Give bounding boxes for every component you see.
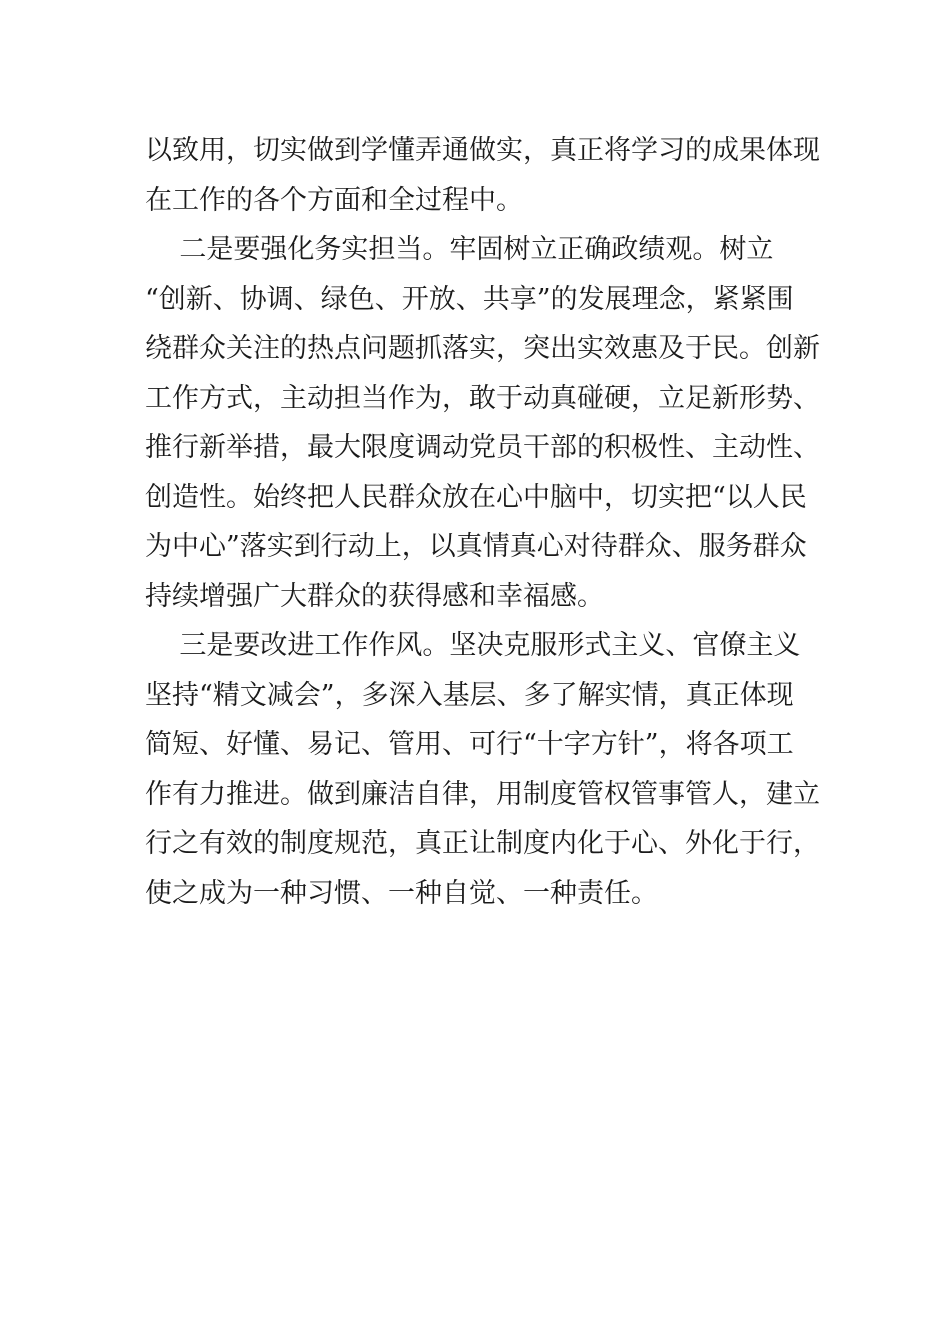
text-line: 简短、好懂、易记、管用、可行“十字方针”，将各项工 <box>145 729 794 760</box>
text-line: 为中心”落实到行动上，以真情真心对待群众、服务群众 <box>145 531 807 562</box>
text-line: 三是要改进工作作风。坚决克服形式主义、官僚主义 <box>145 630 801 661</box>
text-line: 二是要强化务实担当。牢固树立正确政绩观。树立 <box>145 234 774 265</box>
text-line: 持续增强广大群众的获得感和幸福感。 <box>145 580 604 612</box>
text-line: 创造性。始终把人民群众放在心中脑中，切实把“以人民 <box>145 481 807 513</box>
paragraph-2 <box>145 225 820 621</box>
text-line: 在工作的各个方面和全过程中。 <box>145 184 523 216</box>
text-line: 推行新举措，最大限度调动党员干部的积极性、主动性、 <box>145 432 820 463</box>
paragraph-3 <box>145 621 820 918</box>
text-line: 绕群众关注的热点问题抓落实，突出实效惠及于民。创新 <box>145 333 820 364</box>
text-line: 使之成为一种习惯、一种自觉、一种责任。 <box>145 877 658 909</box>
text-line: 作有力推进。做到廉洁自律，用制度管权管事管人，建立 <box>145 778 820 810</box>
text-line: 工作方式，主动担当作为，敢于动真碰硬，立足新形势、 <box>145 382 820 414</box>
text-line: 行之有效的制度规范，真正让制度内化于心、外化于行， <box>145 828 820 859</box>
text-line: 坚持“精文减会”，多深入基层、多了解实情，真正体现 <box>145 679 794 711</box>
text-line: 以致用，切实做到学懂弄通做实，真正将学习的成果体现 <box>145 135 820 166</box>
text-line: “创新、协调、绿色、开放、共享”的发展理念，紧紧围 <box>145 283 794 315</box>
document-body <box>145 126 820 918</box>
paragraph-1 <box>145 126 820 225</box>
